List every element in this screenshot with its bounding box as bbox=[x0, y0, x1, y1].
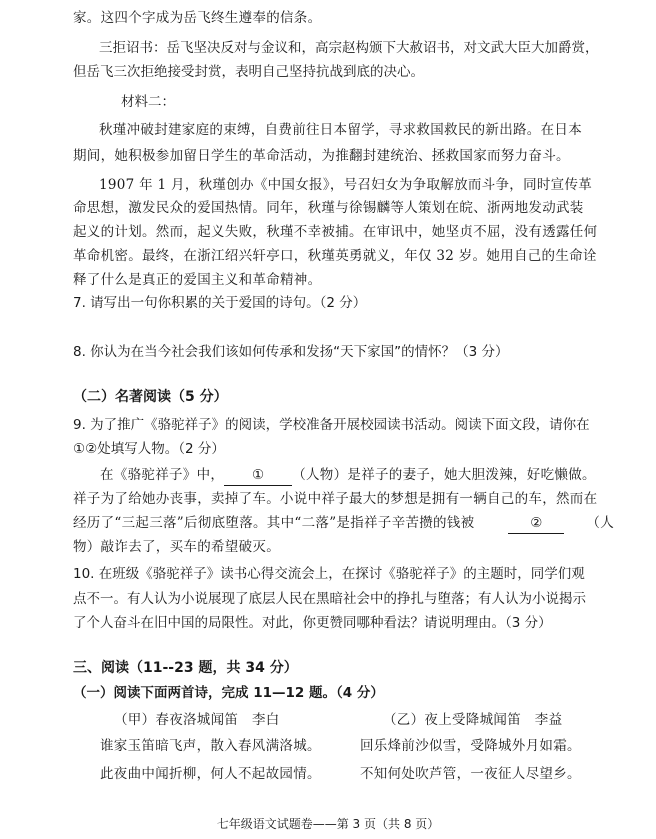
poem-b-title: （乙）夜上受降城闻笛 李益 bbox=[383, 712, 563, 728]
text-line: 期间，她积极参加留日学生的革命活动，为推翻封建统治、拯救国家而努力奋斗。 bbox=[73, 148, 570, 164]
answer-blank-1[interactable] bbox=[224, 465, 292, 486]
question-10-cont: 点不一。有人认为小说展现了底层人民在黑暗社会中的挣扎与堕落；有人认为小说揭示 bbox=[73, 591, 586, 607]
section-heading: 三、阅读（11--23 题，共 34 分） bbox=[73, 660, 298, 676]
text-line: 三拒诏书：岳飞坚决反对与金议和，高宗赵构颁下大赦诏书，对文武大臣大加爵赏， bbox=[99, 40, 599, 56]
poem-a-title: （甲）春夜洛城闻笛 李白 bbox=[114, 712, 280, 728]
answer-blank-2[interactable] bbox=[508, 513, 564, 534]
text-line: 秋瑾冲破封建家庭的束缚，自费前往日本留学，寻求救国救民的新出路。在日本 bbox=[99, 122, 582, 138]
question-10-cont: 了个人奋斗在旧中国的局限性。对此，你更赞同哪种看法？请说明理由。（3 分） bbox=[73, 615, 552, 631]
question-9-cont: ①②处填写人物。（2 分） bbox=[73, 441, 225, 457]
passage-text: （人 bbox=[586, 515, 615, 531]
subsection-heading: （一）阅读下面两首诗，完成 11—12 题。（4 分） bbox=[73, 685, 384, 701]
text-line: 革命机密。最终，在浙江绍兴轩亭口，秋瑾英勇就义，年仅 32 岁。她用自己的生命诠 bbox=[73, 248, 597, 264]
poem-b-line: 回乐烽前沙似雪，受降城外月如霜。 bbox=[360, 738, 581, 754]
passage-text: 在《骆驼祥子》中， bbox=[100, 467, 225, 483]
question-9: 9. 为了推广《骆驼祥子》的阅读，学校准备开展校园读书活动。阅读下面文段，请你在 bbox=[73, 417, 590, 433]
page-footer: 七年级语文试题卷——第 3 页（共 8 页） bbox=[216, 817, 440, 831]
passage-line: 物）敲诈去了，买车的希望破灭。 bbox=[73, 539, 280, 555]
text-line: 释了什么是真正的爱国主义和革命精神。 bbox=[73, 272, 322, 288]
question-8: 8. 你认为在当今社会我们该如何传承和发扬“天下家国”的情怀？（3 分） bbox=[73, 344, 509, 360]
passage-line bbox=[100, 465, 596, 486]
text-line: 家。这四个字成为岳飞终生遵奉的信条。 bbox=[73, 10, 322, 26]
text-line: 命思想，激发民众的爱国热情。同年，秋瑾与徐锡麟等人策划在皖、浙两地发动武装 bbox=[73, 200, 584, 216]
section-heading: （二）名著阅读（5 分） bbox=[73, 389, 228, 405]
blank-marker: ② bbox=[530, 515, 543, 531]
poem-a-line: 谁家玉笛暗飞声，散入春风满洛城。 bbox=[100, 738, 321, 754]
material-heading: 材料二： bbox=[121, 94, 175, 110]
poem-a-line: 此夜曲中闻折柳，何人不起故园情。 bbox=[100, 766, 321, 782]
passage-line bbox=[73, 513, 614, 534]
question-10: 10. 在班级《骆驼祥子》读书心得交流会上，在探讨《骆驼祥子》的主题时，同学们观 bbox=[73, 566, 585, 582]
text-line: 但岳飞三次拒绝接受封赏，表明自己坚持抗战到底的决心。 bbox=[73, 64, 424, 80]
blank-marker: ① bbox=[252, 467, 265, 483]
passage-text: 经历了“三起三落”后彻底堕落。其中“二落”是指祥子辛苦攒的钱被 bbox=[73, 515, 475, 531]
question-7: 7. 请写出一句你积累的关于爱国的诗句。（2 分） bbox=[73, 295, 367, 311]
passage-line: 祥子为了给她办丧事，卖掉了车。小说中祥子最大的梦想是拥有一辆自己的车，然而在 bbox=[73, 491, 598, 507]
text-line: 1907 年 1 月，秋瑾创办《中国女报》，号召妇女为争取解放而斗争，同时宣传革 bbox=[99, 177, 593, 193]
text-line: 起义的计划。然而，起义失败，秋瑾不幸被捕。在审讯中，她坚贞不屈，没有透露任何 bbox=[73, 224, 598, 240]
passage-text: （人物）是祥子的妻子，她大胆泼辣，好吃懒做。 bbox=[292, 467, 596, 483]
poem-b-line: 不知何处吹芦管，一夜征人尽望乡。 bbox=[360, 766, 581, 782]
